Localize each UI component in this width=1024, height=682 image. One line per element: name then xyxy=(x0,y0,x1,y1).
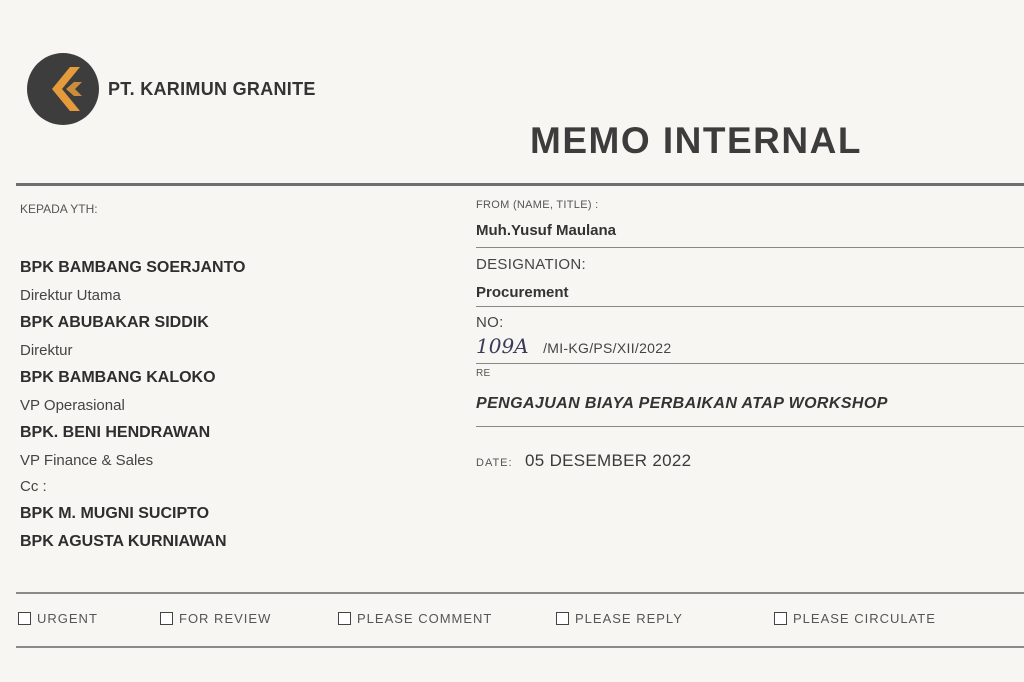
checkbox-label: PLEASE REPLY xyxy=(575,611,683,626)
cc-label: Cc : xyxy=(20,478,47,495)
from-divider xyxy=(476,247,1024,248)
checkbox-box[interactable] xyxy=(774,612,787,625)
recipient-name: BPK ABUBAKAR SIDDIK xyxy=(20,314,209,331)
cc-name: BPK AGUSTA KURNIAWAN xyxy=(20,533,227,550)
checkbox-for-review[interactable] xyxy=(160,611,271,626)
recipient-role: Direktur xyxy=(20,342,73,359)
designation-label: DESIGNATION: xyxy=(476,256,586,273)
memo-number-handwritten: 109A xyxy=(476,334,529,358)
checkbox-label: PLEASE CIRCULATE xyxy=(793,611,936,626)
checkbox-please-circulate[interactable] xyxy=(774,611,936,626)
checkbox-bottom-divider xyxy=(16,646,1024,648)
company-logo xyxy=(26,52,100,126)
designation-divider xyxy=(476,306,1024,307)
recipient-name: BPK. BENI HENDRAWAN xyxy=(20,424,211,441)
memo-title: MEMO INTERNAL xyxy=(530,120,862,161)
memo-number xyxy=(476,334,1024,358)
checkbox-please-comment[interactable] xyxy=(338,611,492,626)
to-label: KEPADA YTH: xyxy=(20,202,98,216)
no-label: NO: xyxy=(476,314,504,331)
checkbox-row xyxy=(18,611,1018,635)
recipient-list xyxy=(20,254,440,556)
subject-divider xyxy=(476,426,1024,427)
date-row xyxy=(476,451,1024,471)
date-value: 05 DESEMBER 2022 xyxy=(525,451,692,470)
checkbox-box[interactable] xyxy=(18,612,31,625)
from-label: FROM (NAME, TITLE) : xyxy=(476,199,599,211)
company-name: PT. KARIMUN GRANITE xyxy=(108,79,316,99)
checkbox-box[interactable] xyxy=(556,612,569,625)
designation-value: Procurement xyxy=(476,284,569,301)
subject-value: PENGAJUAN BIAYA PERBAIKAN ATAP WORKSHOP xyxy=(476,395,888,412)
checkbox-urgent[interactable] xyxy=(18,611,98,626)
memo-number-suffix: /MI-KG/PS/XII/2022 xyxy=(543,340,672,356)
re-label: RE xyxy=(476,368,491,379)
recipient-name: BPK BAMBANG SOERJANTO xyxy=(20,259,246,276)
checkbox-label: PLEASE COMMENT xyxy=(357,611,493,626)
checkbox-box[interactable] xyxy=(160,612,173,625)
checkbox-top-divider xyxy=(16,592,1024,594)
checkbox-label: FOR REVIEW xyxy=(179,611,272,626)
recipient-name: BPK BAMBANG KALOKO xyxy=(20,369,216,386)
top-divider xyxy=(16,183,1024,186)
recipient-role: Direktur Utama xyxy=(20,287,121,304)
checkbox-please-reply[interactable] xyxy=(556,611,683,626)
from-value: Muh.Yusuf Maulana xyxy=(476,222,617,239)
recipient-role: VP Finance & Sales xyxy=(20,452,154,469)
recipient-role: VP Operasional xyxy=(20,397,125,414)
checkbox-label: URGENT xyxy=(37,611,98,626)
date-label: DATE: xyxy=(476,457,513,469)
no-divider xyxy=(476,363,1024,364)
checkbox-box[interactable] xyxy=(338,612,351,625)
cc-name: BPK M. MUGNI SUCIPTO xyxy=(20,505,210,522)
